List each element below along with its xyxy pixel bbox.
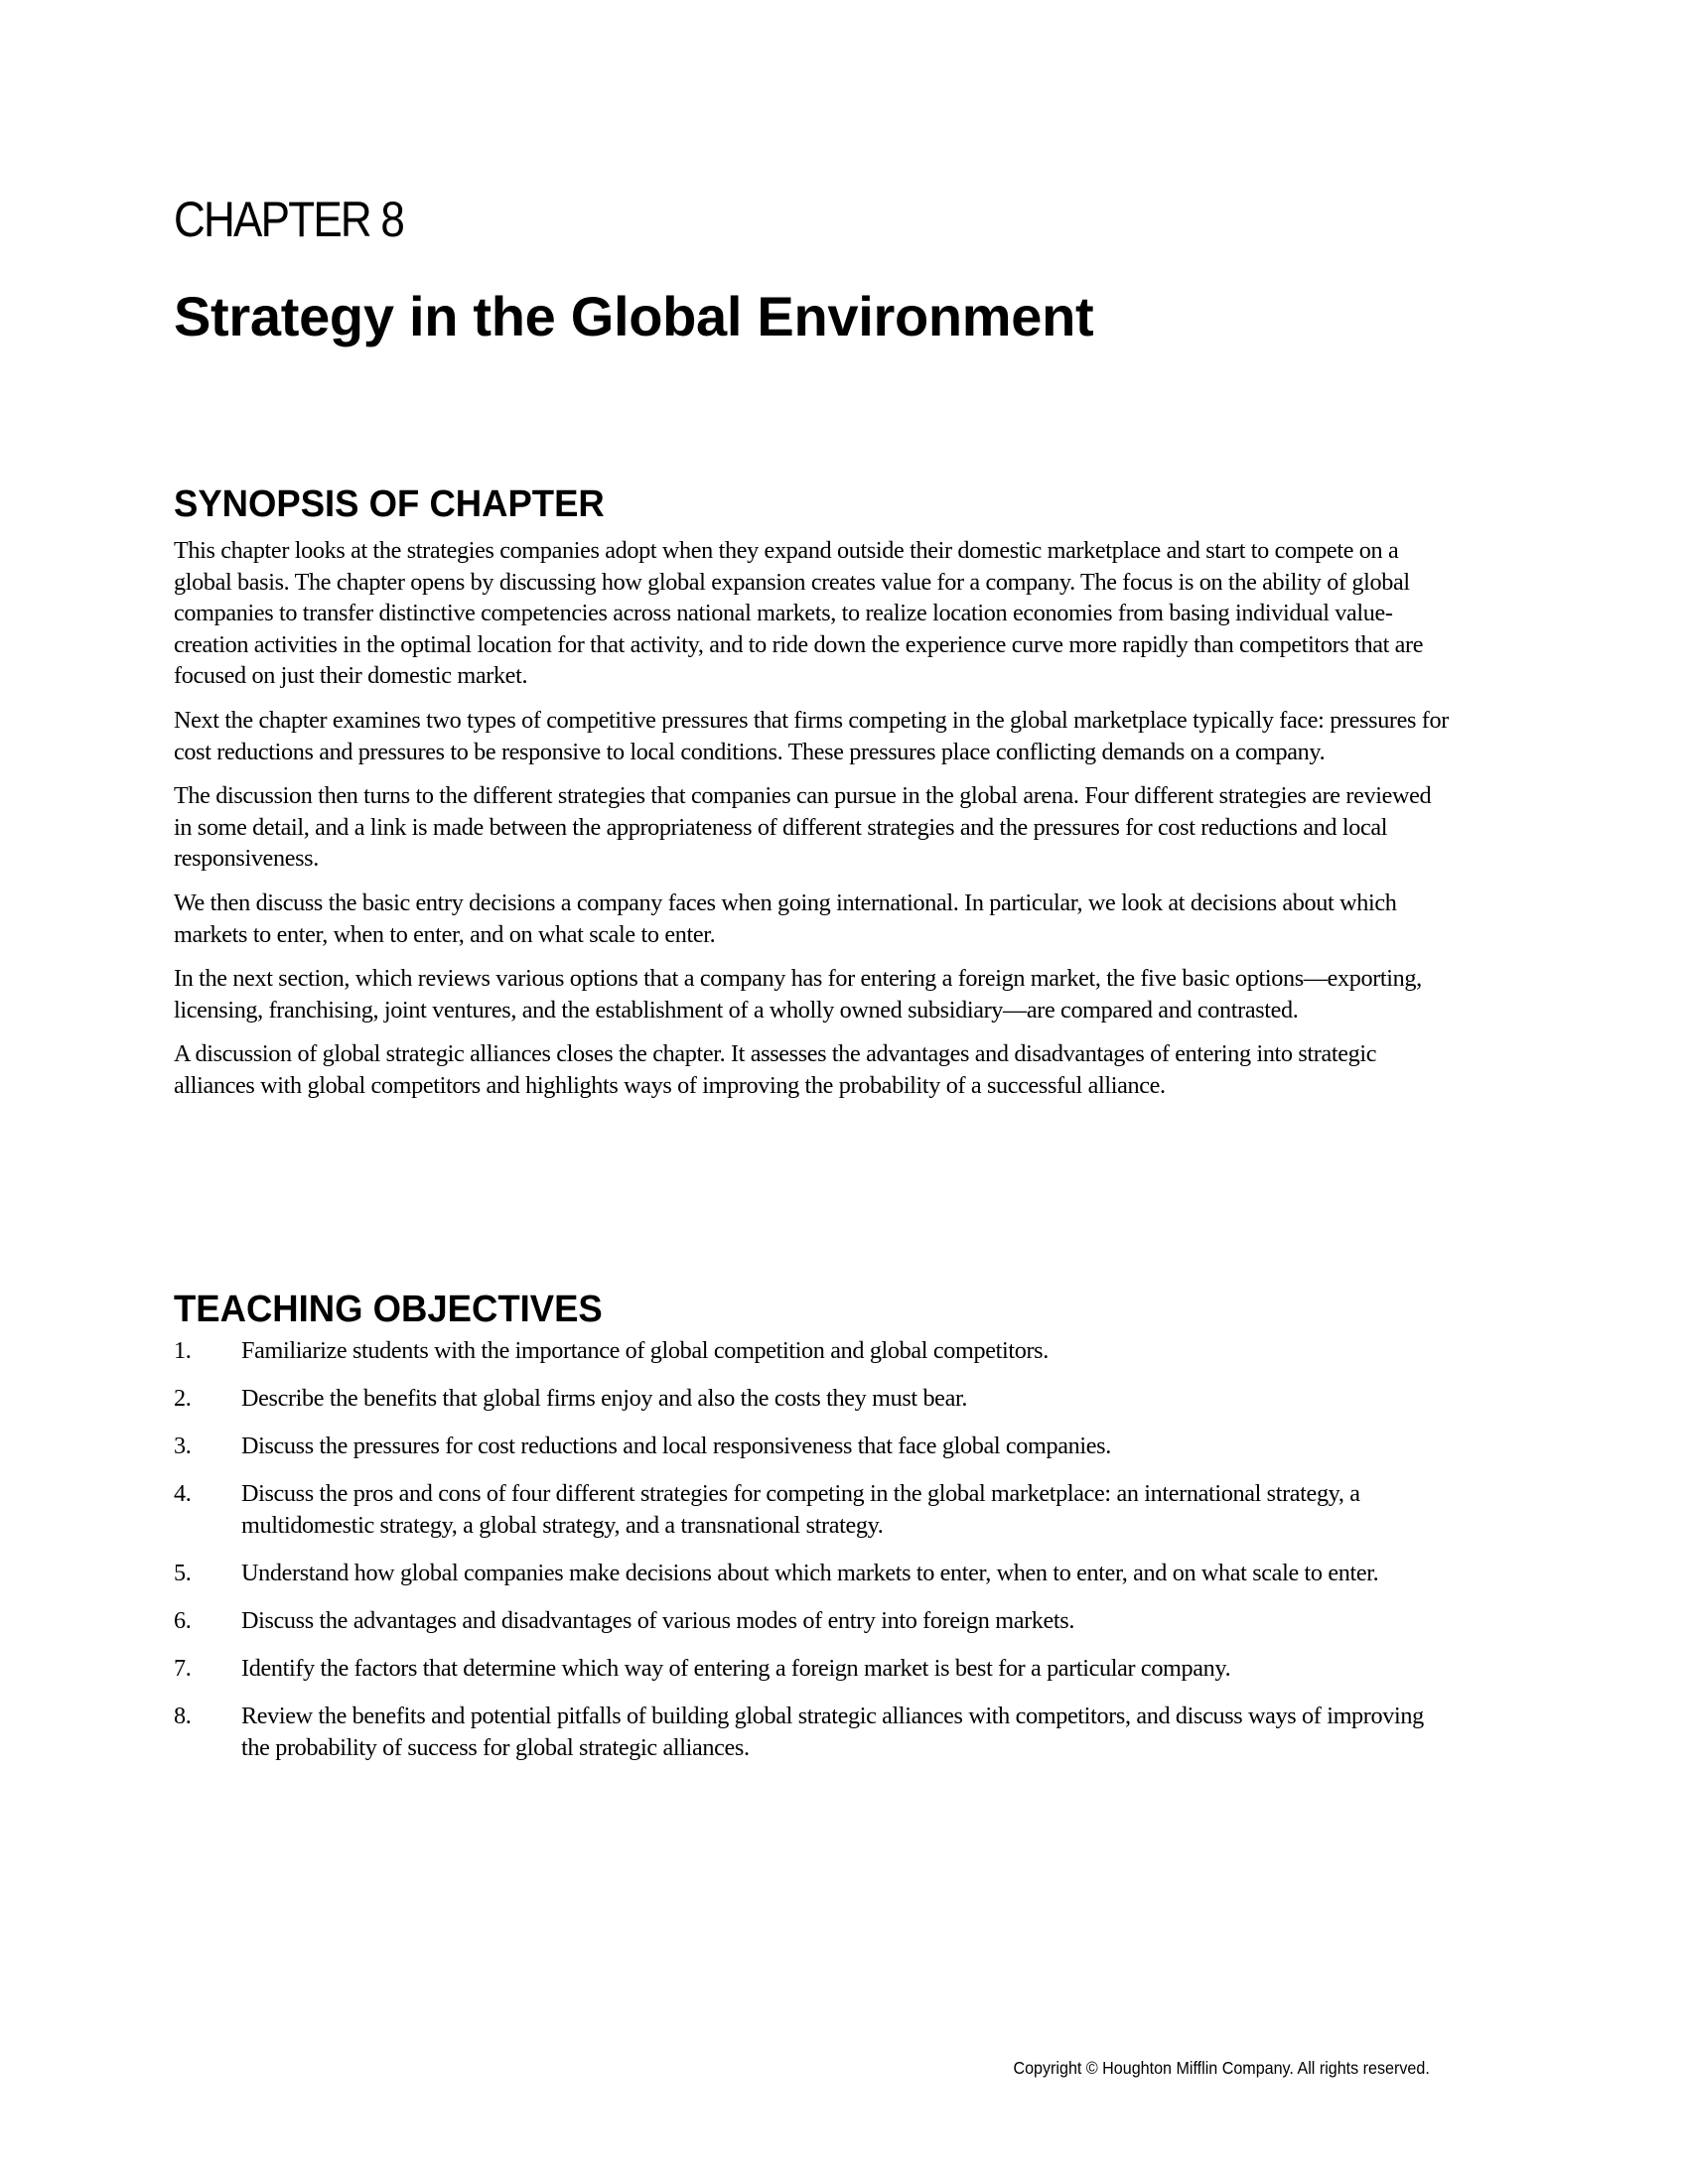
objective-text: Identify the factors that determine which way of entering a foreign market is best for a particular company.: [241, 1655, 1231, 1683]
synopsis-paragraph: The discussion then turns to the different strategies that companies can pursue in the global arena. Four different strategies are reviewed in some detail, and a link is made between the appropriateness of different strategies and the pressures for cost reductions and local responsiveness.: [174, 782, 1432, 873]
objective-text: Review the benefits and potential pitfalls of building global strategic alliances with competitors, and discuss ways of improving the probability of success for global strategic alliances.: [241, 1703, 1424, 1761]
objective-text: Understand how global companies make decisions about which markets to enter, when to enter, and on what scale to enter.: [241, 1559, 1379, 1586]
objective-number: 4.: [174, 1480, 192, 1508]
synopsis-paragraph: This chapter looks at the strategies companies adopt when they expand outside their domestic marketplace and start to compete on a global basis. The chapter opens by discussing how global expansion creates value for a company. The focus is on the ability of global companies to transfer distinctive competencies across national markets, to realize location economies from basing individual value-creation activities in the optimal location for that activity, and to ride down the experience curve more rapidly than competitors that are focused on just their domestic market.: [174, 537, 1424, 690]
objective-item: [174, 1478, 1455, 1541]
objective-item: [174, 1558, 1455, 1589]
chapter-title: Strategy in the Global Environment: [174, 285, 1094, 347]
objectives-list: [174, 1335, 1455, 1780]
objective-number: 3.: [174, 1433, 192, 1460]
objective-item: [174, 1605, 1455, 1637]
synopsis-heading: SYNOPSIS OF CHAPTER: [174, 483, 605, 525]
objective-text: Discuss the pros and cons of four different strategies for competing in the global marketplace: an international strategy, a multidomestic strategy, a global strategy, and a transnational strategy.: [241, 1480, 1360, 1539]
objectives-heading: TEACHING OBJECTIVES: [174, 1289, 603, 1330]
objective-number: 6.: [174, 1607, 192, 1635]
objective-number: 8.: [174, 1703, 192, 1730]
objective-item: [174, 1383, 1455, 1415]
objective-text: Discuss the pressures for cost reductions and local responsiveness that face global companies.: [241, 1433, 1111, 1460]
objective-item: [174, 1431, 1455, 1462]
objective-item: [174, 1701, 1455, 1763]
objective-number: 5.: [174, 1559, 192, 1586]
objective-item: [174, 1653, 1455, 1685]
synopsis-body: [174, 535, 1455, 1115]
objective-text: Familiarize students with the importance of global competition and global competitors.: [241, 1337, 1049, 1364]
synopsis-paragraph: A discussion of global strategic alliances closes the chapter. It assesses the advantages and disadvantages of entering into strategic alliances with global competitors and highlights ways of improving the probability of a successful alliance.: [174, 1040, 1377, 1099]
objective-text: Describe the benefits that global firms enjoy and also the costs they must bear.: [241, 1385, 968, 1413]
objective-item: [174, 1335, 1455, 1367]
objective-number: 1.: [174, 1337, 192, 1364]
synopsis-paragraph: We then discuss the basic entry decisions a company faces when going international. In particular, we look at decisions about which markets to enter, when to enter, and on what scale to enter.: [174, 888, 1397, 948]
objective-text: Discuss the advantages and disadvantages of various modes of entry into foreign markets.: [241, 1607, 1075, 1635]
copyright-footer: Copyright © Houghton Mifflin Company. All rights reserved.: [1013, 2058, 1430, 2078]
objective-number: 7.: [174, 1655, 192, 1683]
synopsis-paragraph: In the next section, which reviews various options that a company has for entering a foreign market, the five basic options—exporting, licensing, franchising, joint ventures, and the establishment of a wholly owned subsidiary—are compared and contrasted.: [174, 965, 1422, 1024]
objective-number: 2.: [174, 1385, 192, 1413]
chapter-label: CHAPTER 8: [174, 192, 404, 247]
synopsis-paragraph: Next the chapter examines two types of competitive pressures that firms competing in the global marketplace typically face: pressures for cost reductions and pressures to be responsive to local conditions. These pressures place conflicting demands on a company.: [174, 706, 1449, 765]
